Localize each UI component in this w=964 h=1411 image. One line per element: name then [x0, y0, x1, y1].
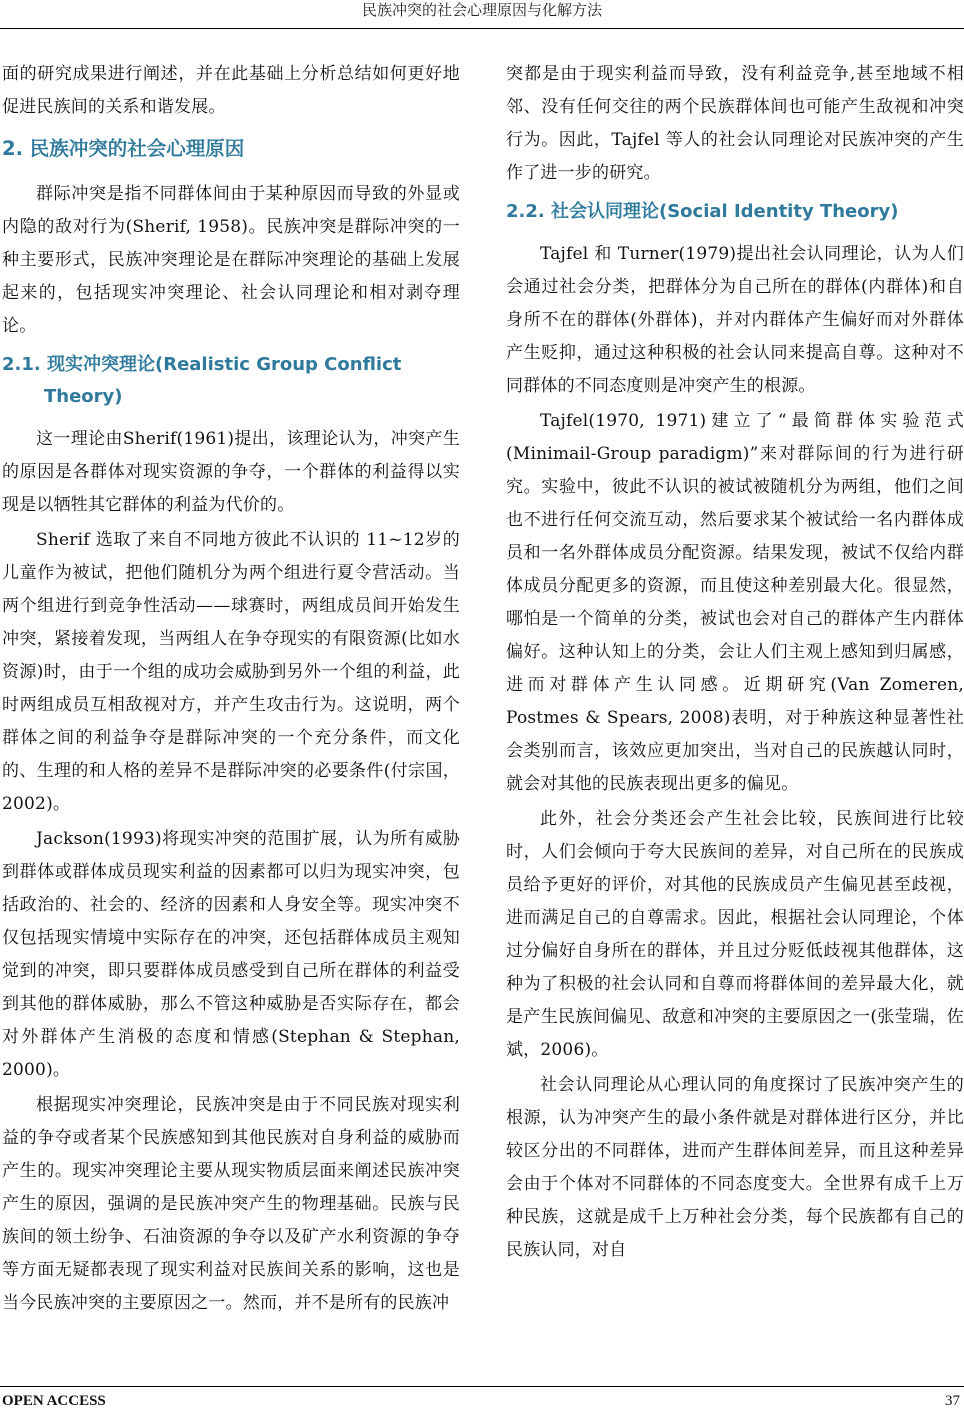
paragraph-intergroup-conflict: 群际冲突是指不同群体间由于某种原因而导致的外显或内隐的敌对行为(Sherif, 1958)。民族冲突是群际冲突的一种主要形式，民族冲突理论是在群际冲突理论的基础上发展起来的，包括现实冲突理论、社会认同理论和相对剥夺理论。: [2, 184, 460, 336]
right-column: [506, 58, 964, 1378]
subsection-heading-2-1: 2.1. 现实冲突理论(Realistic Group Conflict Theory): [2, 354, 402, 407]
page-number: 37: [945, 1393, 960, 1409]
section-heading-2: 2. 民族冲突的社会心理原因: [2, 137, 245, 160]
paragraph-sherif-experiment: Sherif 选取了来自不同地方彼此不认识的 11~12岁的儿童作为被试，把他们随机分为两个组进行夏令营活动。当两个组进行到竞争性活动——球赛时，两组成员间开始发生冲突，紧接着发现，当两组人在争夺现实的有限资源(比如水资源)时，由于一个组的成功会威胁到另外一个组的利益，此时两组成员互相敌视对方，并产生攻击行为。这说明，两个群体之间的利益争夺是群际冲突的一个充分条件，而文化的、生理的和人格的差异不是群际冲突的必要条件(付宗国，2002)。: [2, 530, 460, 814]
paragraph-realistic-conflict-summary: 根据现实冲突理论，民族冲突是由于不同民族对现实利益的争夺或者某个民族感知到其他民族对自身利益的威胁而产生的。现实冲突理论主要从现实物质层面来阐述民族冲突产生的原因，强调的是民族冲突产生的物理基础。民族与民族间的领土纷争、石油资源的争夺以及矿产水利资源的争夺等方面无疑都表现了现实利益对民族间关系的影响，这也是当今民族冲突的主要原因之一。然而，并不是所有的民族冲: [2, 1095, 460, 1313]
paragraph-sherif-theory: 这一理论由Sherif(1961)提出，该理论认为，冲突产生的原因是各群体对现实资源的争夺，一个群体的利益得以实现是以牺牲其它群体的利益为代价的。: [2, 429, 460, 515]
paragraph-jackson: Jackson(1993)将现实冲突的范围扩展，认为所有威胁到群体或群体成员现实利益的因素都可以归为现实冲突，包括政治的、社会的、经济的因素和人身安全等。现实冲突不仅包括现实情境中实际存在的冲突，还包括群体成员主观知觉到的冲突，即只要群体成员感受到自己所在群体的利益受到其他的群体威胁，那么不管这种威胁是否实际存在，都会对外群体产生消极的态度和情感(Stephan & Stephan, 2000)。: [2, 829, 460, 1080]
footer-divider: [0, 1386, 964, 1387]
running-title: 民族冲突的社会心理原因与化解方法: [361, 1, 602, 19]
header-divider: [0, 28, 964, 29]
subsection-heading-2-2: 2.2. 社会认同理论(Social Identity Theory): [506, 201, 899, 222]
paragraph-minimal-group: Tajfel(1970, 1971)建立了“最简群体实验范式(Minimail-Group paradigm)”来对群际间的行为进行研究。实验中，彼此不认识的被试被随机分为两组，他们之间也不进行任何交流互动，然后要求某个被试给一名内群体成员和一名外群体成员分配资源。结果发现，被试不仅给内群体成员分配更多的资源，而且使这种差别最大化。很显然，哪怕是一个简单的分类，被试也会对自己的群体产生内群体偏好。这种认知上的分类，会让人们主观上感知到归属感，进而对群体产生认同感。近期研究(Van Zomeren, Postmes & Spears, 2008)表明，对于种族这种显著性社会类别而言，该效应更加突出，当对自己的民族越认同时，就会对其他的民族表现出更多的偏见。: [506, 411, 964, 794]
paragraph-social-comparison: 此外，社会分类还会产生社会比较，民族间进行比较时，人们会倾向于夸大民族间的差异，对自己所在的民族成员给予更好的评价，对其他的民族成员产生偏见甚至歧视，进而满足自己的自尊需求。因此，根据社会认同理论，个体过分偏好自身所在的群体，并且过分贬低歧视其他群体，这种为了积极的社会认同和自尊而将群体间的差异最大化，就是产生民族间偏见、敌意和冲突的主要原因之一(张莹瑞，佐斌，2006)。: [506, 809, 964, 1060]
paragraph-tajfel-turner: Tajfel 和 Turner(1979)提出社会认同理论，认为人们会通过社会分类，把群体分为自己所在的群体(内群体)和自身所不在的群体(外群体)，并对内群体产生偏好而对外群体产生贬抑，通过这种积极的社会认同来提高自尊。这种对不同群体的不同态度则是冲突产生的根源。: [506, 244, 964, 396]
left-column: [2, 58, 460, 1378]
paragraph-social-identity-summary: 社会认同理论从心理认同的角度探讨了民族冲突产生的根源，认为冲突产生的最小条件就是对群体进行区分，并比较区分出的不同群体，进而产生群体间差异，而且这种差异会由于个体对不同群体的不同态度变大。全世界有成千上万种民族，这就是成千上万种社会分类，每个民族都有自己的民族认同，对自: [506, 1075, 964, 1260]
paragraph-continuation: 突都是由于现实利益而导致，没有利益竞争,甚至地域不相邻、没有任何交往的两个民族群体间也可能产生敌视和冲突行为。因此，Tajfel 等人的社会认同理论对民族冲突的产生作了进一步的研究。: [506, 64, 964, 183]
open-access-label: OPEN ACCESS: [2, 1393, 106, 1409]
paragraph-intro-continuation: 面的研究成果进行阐述，并在此基础上分析总结如何更好地促进民族间的关系和谐发展。: [2, 64, 460, 117]
